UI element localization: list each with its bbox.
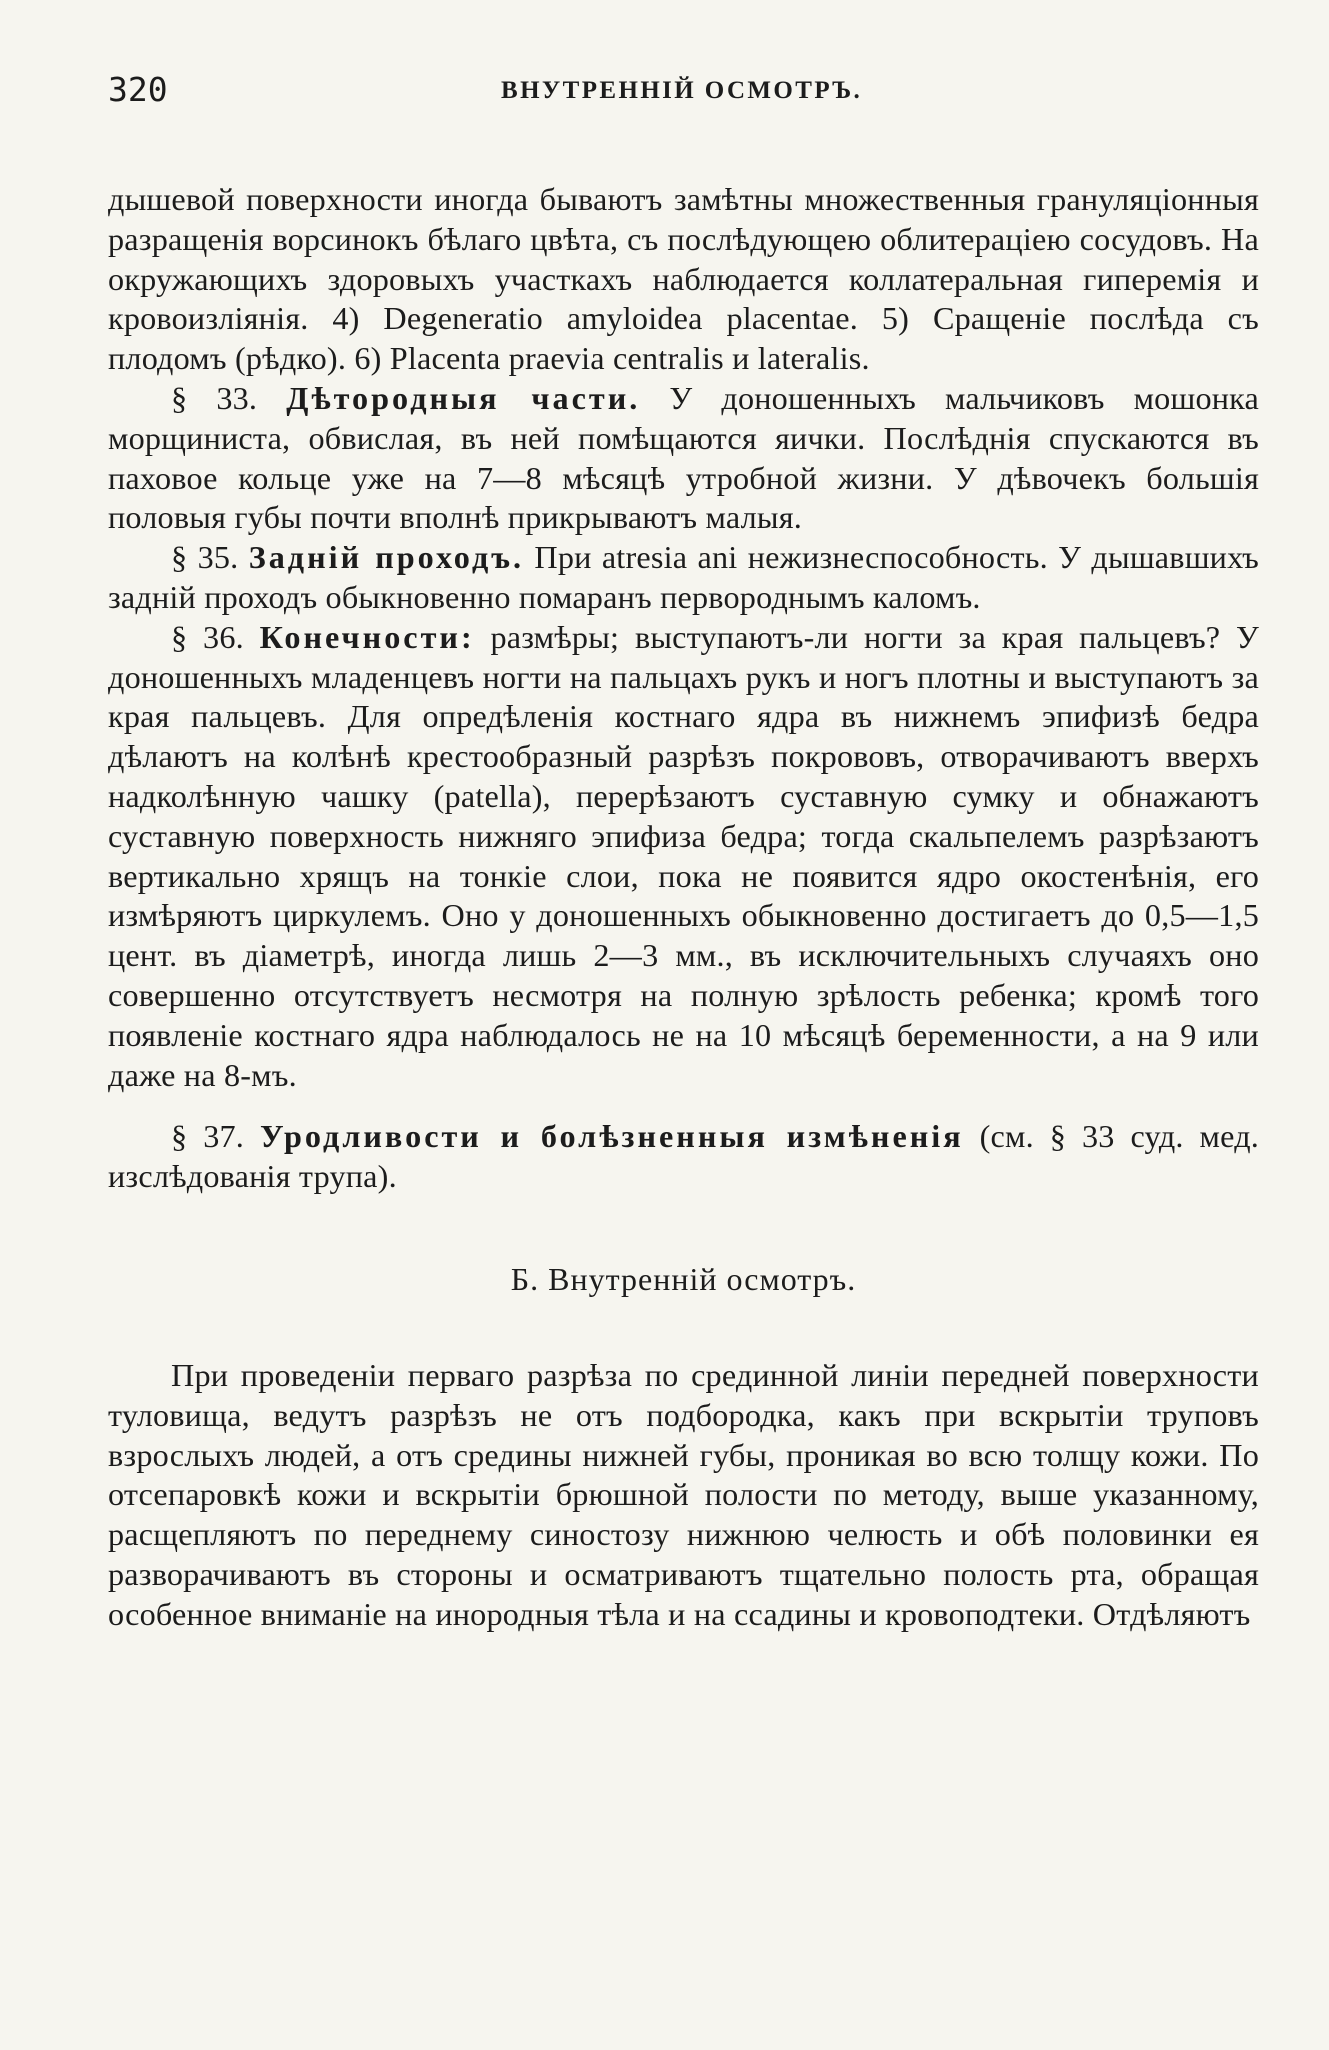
section-number: § 35.	[171, 539, 239, 576]
paragraph-section-37	[108, 1117, 1259, 1197]
section-body: размѣры; выступаютъ-ли ногти за края пальцевъ? У доношенныхъ младенцевъ ногти на пальцахъ рукъ и ногъ плотны и выступаютъ за края пальцевъ. Для опредѣленія костнаго ядра въ нижнемъ эпифизѣ бедра дѣлаютъ на колѣнѣ крестообразный разрѣзъ покрововъ, отворачиваютъ вверхъ надколѣнную чашку (patella), перерѣзаютъ суставную сумку и обнажаютъ суставную поверхность нижняго эпифиза бедра; тогда скальпелемъ разрѣзаютъ вертикально хрящъ на тонкіе слои, пока не появится ядро окостенѣнія, его измѣряютъ циркулемъ. Оно у доношенныхъ обыкновенно достигаетъ до 0,5—1,5 цент. въ діаметрѣ, иногда лишь 2—3 мм., въ исключительныхъ случаяхъ оно совершенно отсутствуетъ несмотря на полную зрѣлость ребенка; кромѣ того появленіе костнаго ядра наблюдалось не на 10 мѣсяцѣ беременности, а на 9 или даже на 8-мъ.	[108, 618, 1260, 1093]
paragraph-section-33	[108, 379, 1259, 538]
paragraph-section-35	[108, 538, 1259, 618]
running-title: ВНУТРЕННІЙ ОСМОТРЪ.	[501, 77, 863, 104]
section-title: Дѣтородныя части.	[286, 379, 641, 416]
section-number: § 37.	[171, 1118, 245, 1155]
section-number: § 36.	[171, 618, 244, 655]
body-text	[108, 180, 1259, 1635]
section-number: § 33.	[171, 379, 258, 416]
section-body: У доношенныхъ мальчиковъ мошонка морщиниста, обвислая, въ ней помѣщаются яички. Послѣднія спускаются въ паховое кольце уже на 7—8 мѣсяцѣ утробной жизни. У дѣвочекъ большія половыя губы почти вполнѣ прикрываютъ малыя.	[108, 379, 1260, 536]
page-number: 320	[108, 70, 168, 109]
paragraph-internal-exam: При проведеніи перваго разрѣза по срединной линіи передней поверхности туловища, ведутъ разрѣзъ не отъ подбородка, какъ при вскрытіи труповъ взрослыхъ людей, а отъ средины нижней губы, проникая во всю толщу кожи. По отсепаровкѣ кожи и вскрытіи брюшной полости по методу, выше указанному, расщепляютъ по переднему синостозу нижнюю челюсть и обѣ половинки ея разворачиваютъ въ стороны и осматриваютъ тщательно полость рта, обращая особенное вниманіе на инородныя тѣла и на ссадины и кровоподтеки. Отдѣляютъ	[108, 1356, 1259, 1632]
page-header	[108, 70, 1259, 122]
section-body: (см. § 33 суд. мед. изслѣдованія трупа).	[108, 1118, 1260, 1195]
section-title: Конечности:	[259, 618, 475, 655]
section-body: При atresia ani нежизнеспособность. У дышавшихъ задній проходъ обыкновенно помаранъ первороднымъ каломъ.	[108, 539, 1260, 615]
section-title: Уродливости и болѣзненныя измѣненія	[260, 1118, 964, 1155]
section-heading: Б. Внутренній осмотръ.	[510, 1260, 857, 1297]
paragraph-section-36	[108, 618, 1259, 1096]
section-title: Задній проходъ.	[248, 539, 525, 576]
paragraph-placenta-continuation: дышевой поверхности иногда бываютъ замѣтны множественныя грануляціонныя разращенія ворсинокъ бѣлаго цвѣта, съ послѣдующею облитераціею сосудовъ. На окружающихъ здоровыхъ участкахъ наблюдается коллатеральная гиперемія и кровоизліянія. 4) Degeneratio amyloidea placentae. 5) Сращеніе послѣда съ плодомъ (рѣдко). 6) Placenta praevia centralis и lateralis.	[108, 181, 1259, 377]
